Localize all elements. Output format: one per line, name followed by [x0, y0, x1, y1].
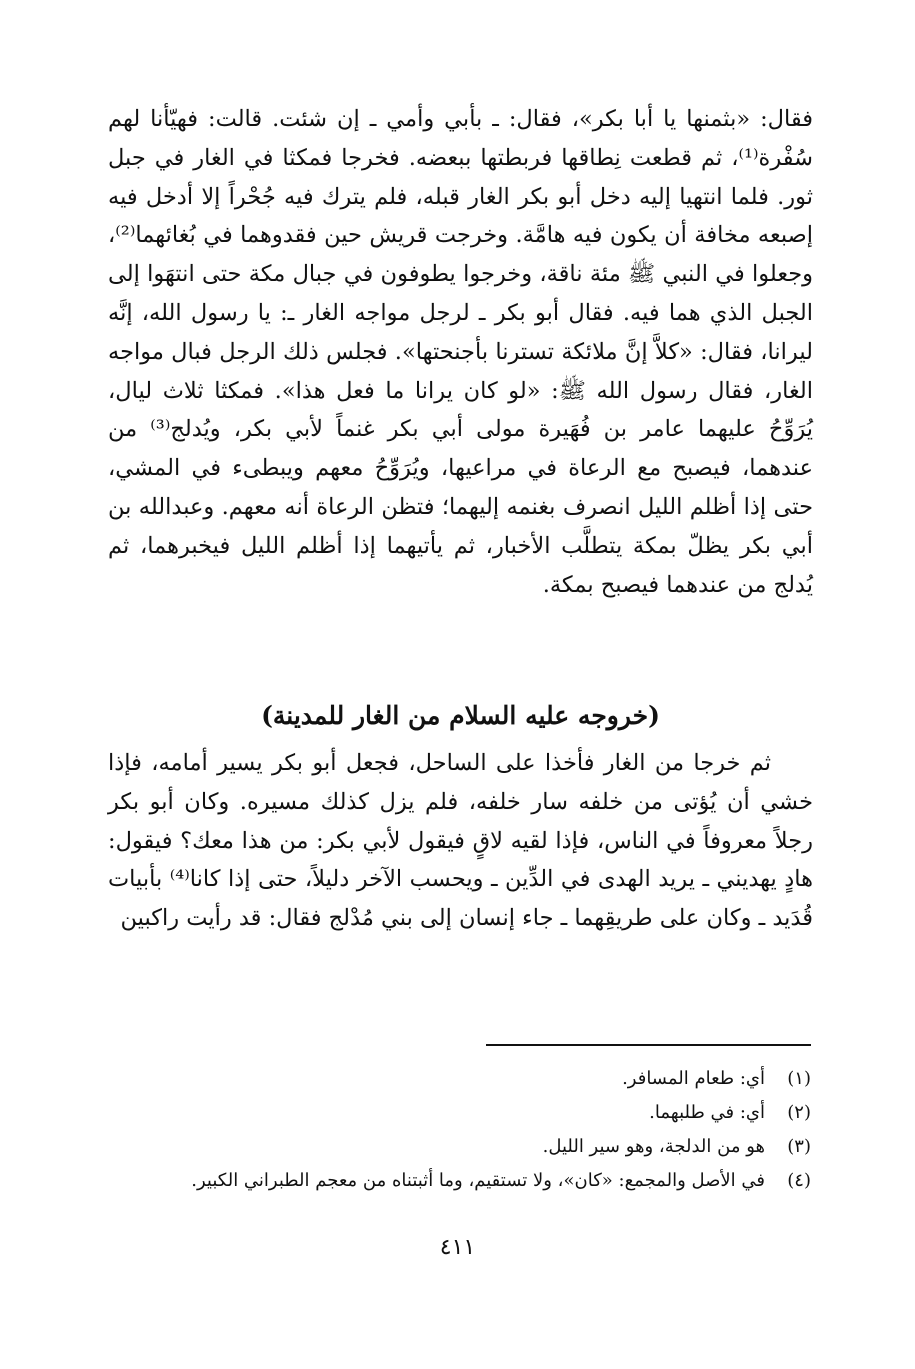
paragraph: ثم خرجا من الغار فأخذا على الساحل، فجعل أبو بكر يسير أمامه، فإذا خشي أن يُؤتى من خلفه سار خلفه، فلم يزل كذلك مسيره. وكان أبو بكر رجلاً معروفاً في الناس، فإذا لقيه لاقٍ فيقول لأبي بكر: من هذا معك؟ فيقول: هادٍ يهديني ـ يريد الهدى في الدِّين ـ ويحسب الآخر دليلاً، حتى إذا كانا⁽⁴⁾ بأبيات قُدَيد ـ وكان على طريقِهما ـ جاء إنسان إلى بني مُدْلج فقال: قد رأيت راكبين	[108, 750, 814, 932]
page-number: ٤١١	[439, 1235, 476, 1260]
footnote-text: في الأصل والمجمع: «كان»، ولا تستقيم، وما أثبتناه من معجم الطبراني الكبير.	[191, 1170, 765, 1191]
main-text-continued	[108, 744, 813, 938]
footnote-item	[108, 1096, 811, 1130]
footnote-item	[108, 1130, 811, 1164]
footnote-item	[108, 1164, 811, 1198]
footnote-number: (٢)	[787, 1102, 811, 1123]
main-text	[108, 100, 813, 604]
footnotes	[108, 1062, 811, 1198]
footnote-number: (١)	[787, 1068, 811, 1089]
footnote-number: (٤)	[787, 1170, 811, 1191]
paragraph: فقال: «بثمنها يا أبا بكر»، فقال: ـ بأبي وأمي ـ إن شئت. قالت: فهيّأنا لهم سُفْرة⁽¹⁾، ثم قطعت نِطاقها فربطتها ببعضه. فخرجا فمكثا في الغار في جبل ثور. فلما انتهيا إليه دخل أبو بكر الغار قبله، فلم يترك فيه جُحْراً إلا أدخل فيه إصبعه مخافة أن يكون فيه هامَّة. وخرجت قريش حين فقدوهما في بُغائهما⁽²⁾، وجعلوا في النبي ﷺ مئة ناقة، وخرجوا يطوفون في جبال مكة حتى انتهَوا إلى الجبل الذي هما فيه. فقال أبو بكر ـ لرجل مواجه الغار ـ: يا رسول الله، إنَّه ليرانا، فقال: «كلاَّ إنَّ ملائكة تسترنا بأجنحتها». فجلس ذلك الرجل فبال مواجه الغار، فقال رسول الله ﷺ: «لو كان يرانا ما فعل هذا». فمكثا ثلاث ليال، يُرَوِّحُ عليهما عامر بن فُهَيرة مولى أبي بكر غنماً لأبي بكر، ويُدلج⁽³⁾ من عندهما، فيصبح مع الرعاة في مراعيها، ويُرَوِّحُ معهم ويبطىء في المشي، حتى إذا أظلم الليل انصرف بغنمه إليهما؛ فتظن الرعاة أنه معهم. وعبدالله بن أبي بكر يظلّ بمكة يتطلَّب الأخبار، ثم يأتيهما إذا أظلم الليل فيخبرهما، ثم يُدلج من عندهما فيصبح بمكة.	[108, 106, 813, 598]
footnote-text: هو من الدلجة، وهو سير الليل.	[542, 1136, 765, 1157]
footnote-item	[108, 1062, 811, 1096]
footnote-divider	[486, 1044, 811, 1046]
footnote-text: أي: طعام المسافر.	[622, 1068, 765, 1089]
footnote-number: (٣)	[787, 1136, 811, 1157]
footnote-text: أي: في طلبهما.	[649, 1102, 765, 1123]
section-heading: (خروجه عليه السلام من الغار للمدينة)	[261, 701, 660, 730]
